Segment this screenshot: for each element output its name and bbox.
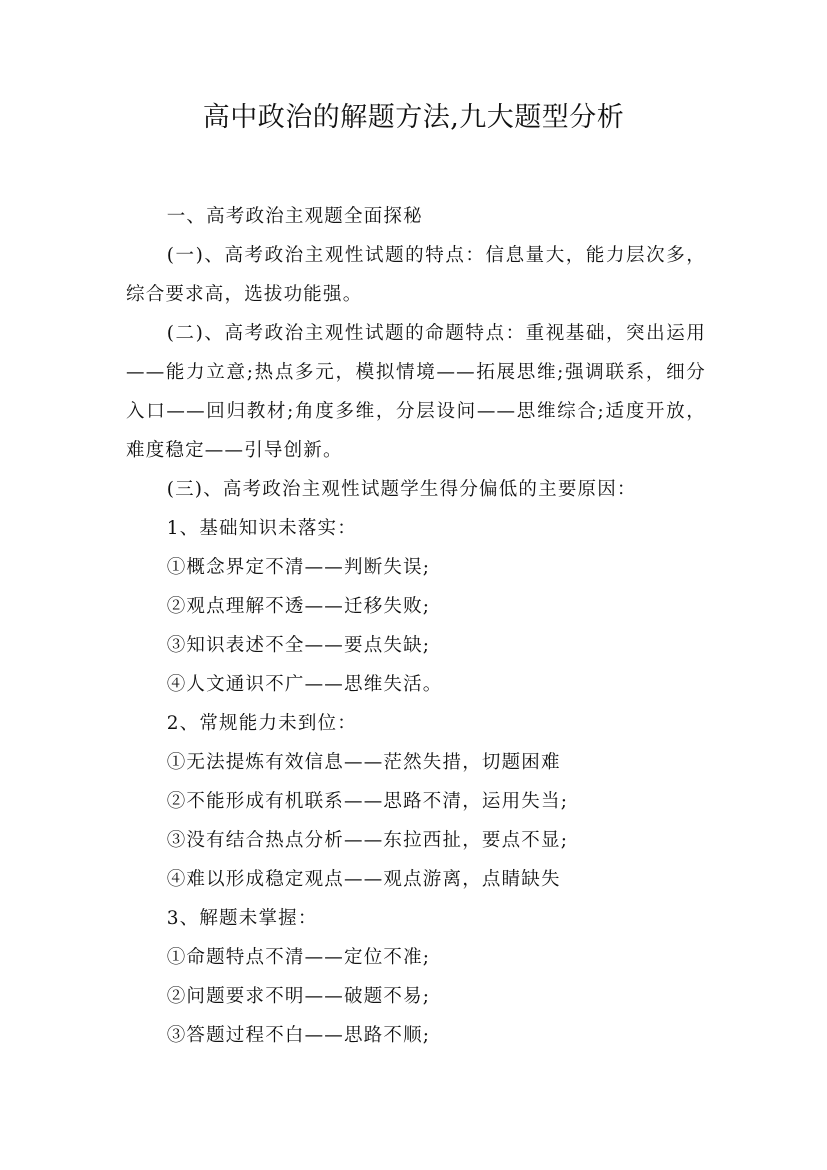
subheading-ability: 2、常规能力未到位：	[166, 713, 357, 734]
document-body	[126, 197, 706, 1055]
document-title: 高中政治的解题方法,九大题型分析	[202, 102, 625, 133]
list-item: ①命题特点不清——定位不准;	[166, 947, 431, 968]
list-item: ③没有结合热点分析——东拉西扯，要点不显;	[166, 830, 569, 851]
paragraph-question-features: (二)、高考政治主观性试题的命题特点：重视基础，突出运用——能力立意;热点多元，模拟情境——拓展思维;强调联系，细分入口——回归教材;角度多维，分层设问——思维综合;适度开放，难度稳定——引导创新。	[126, 323, 706, 461]
list-item: ②不能形成有机联系——思路不清，运用失当;	[166, 791, 569, 812]
list-item: ④难以形成稳定观点——观点游离，点睛缺失	[166, 869, 561, 890]
list-item: ①概念界定不清——判断失误;	[166, 557, 431, 578]
paragraph-low-score-reasons: (三)、高考政治主观性试题学生得分偏低的主要原因：	[166, 479, 637, 500]
list-item: ③答题过程不白——思路不顺;	[166, 1025, 431, 1046]
section-heading: 一、高考政治主观题全面探秘	[166, 206, 423, 227]
subheading-basic-knowledge: 1、基础知识未落实：	[166, 518, 357, 539]
list-item: ③知识表述不全——要点失缺;	[166, 635, 431, 656]
list-item: ②问题要求不明——破题不易;	[166, 986, 431, 1007]
list-item: ①无法提炼有效信息——茫然失措，切题困难	[166, 752, 561, 773]
paragraph-features: (一)、高考政治主观性试题的特点：信息量大，能力层次多，综合要求高，选拔功能强。	[126, 245, 706, 305]
list-item: ②观点理解不透——迁移失败;	[166, 596, 431, 617]
subheading-solving: 3、解题未掌握：	[166, 908, 318, 929]
list-item: ④人文通识不广——思维失活。	[166, 674, 443, 695]
